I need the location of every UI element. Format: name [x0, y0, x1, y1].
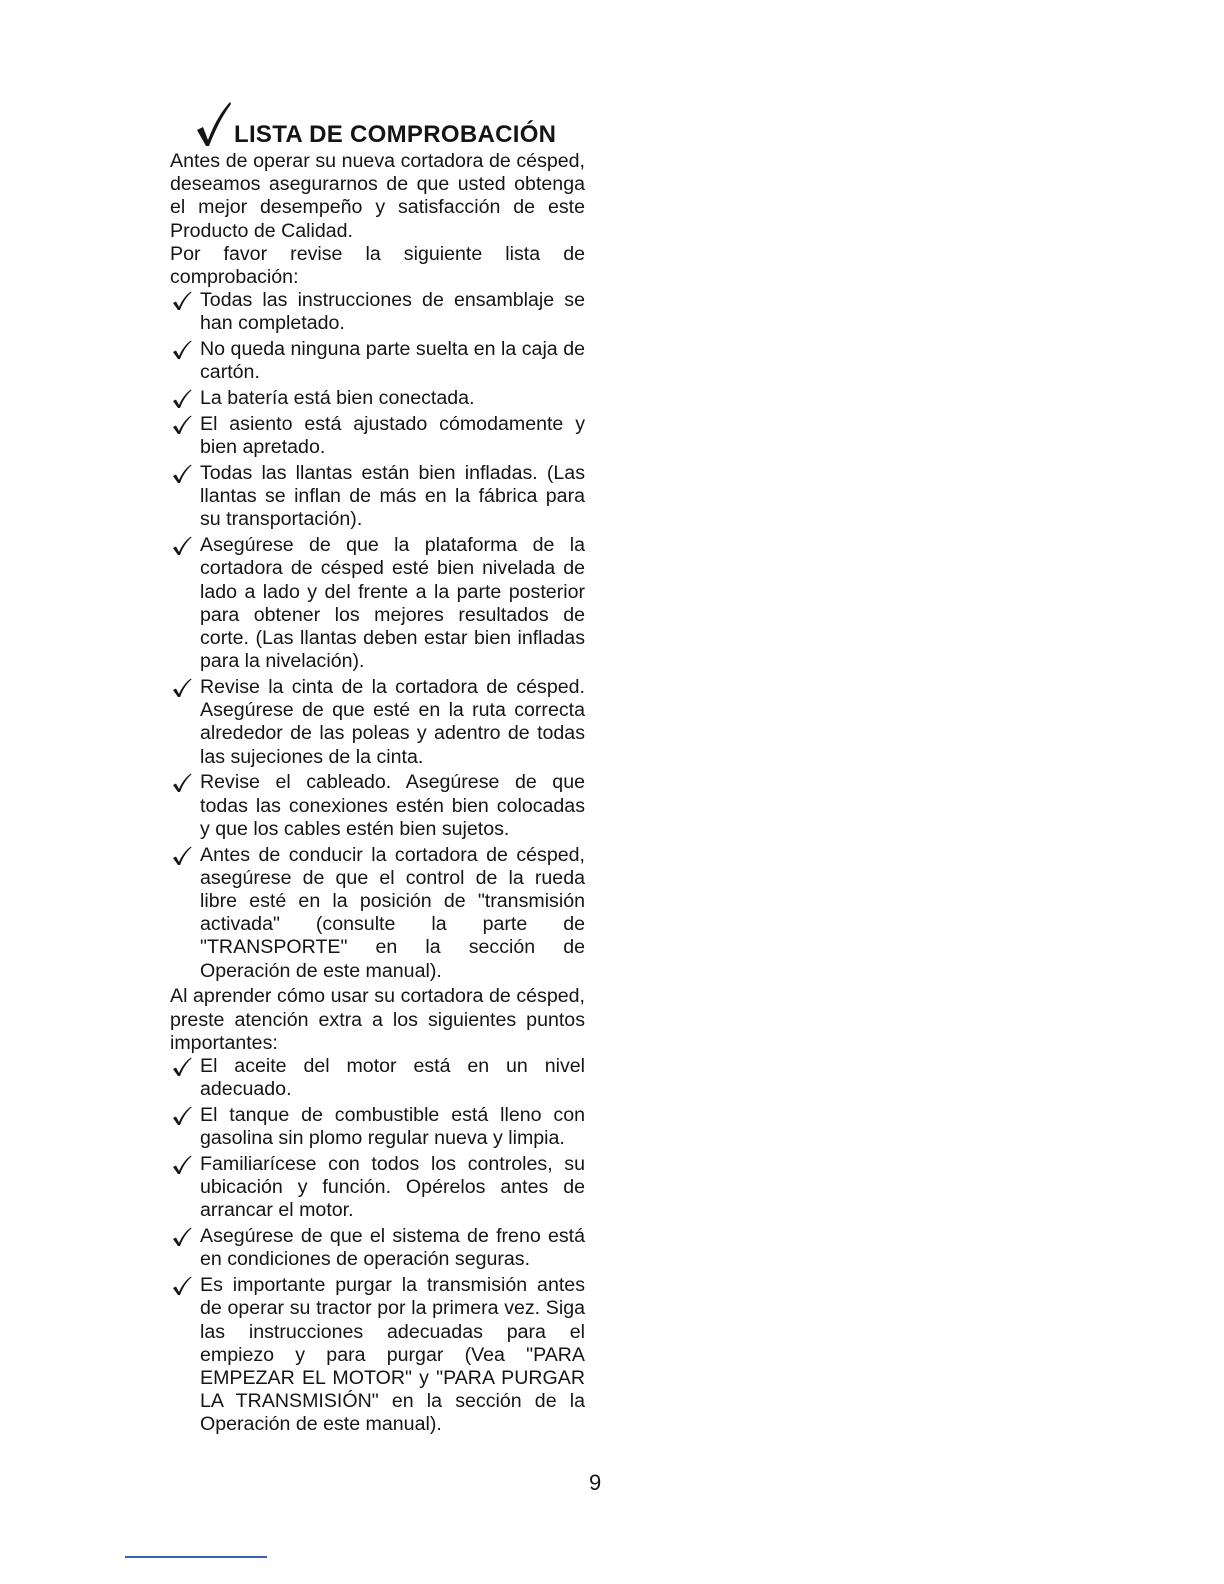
check-icon	[172, 846, 192, 866]
list-item: Revise la cinta de la cortadora de césped. Asegúrese de que esté en la ruta correcta alrededor de las poleas y adentro de todas las sujeciones de la cinta.	[170, 676, 585, 769]
intro-paragraph: Antes de operar su nueva cortadora de césped, deseamos asegurarnos de que usted obtenga el mejor desempeño y satisfacción de este Producto de Calidad.	[170, 150, 585, 242]
list-item: No queda ninguna parte suelta en la caja de cartón.	[170, 338, 585, 384]
list-item: Asegúrese de que el sistema de freno está en condiciones de operación seguras.	[170, 1225, 585, 1271]
check-icon	[172, 536, 192, 556]
list-item: El aceite del motor está en un nivel adecuado.	[170, 1055, 585, 1101]
list-item: Antes de conducir la cortadora de césped, asegúrese de que el control de la rueda libre esté en la posición de "transmisión activada" (consulte la parte de "TRANSPORTE" en la sección de Operación de este manual).	[170, 844, 585, 983]
check-icon	[172, 678, 192, 698]
check-icon	[172, 773, 192, 793]
section-title: LISTA DE COMPROBACIÓN	[234, 121, 557, 148]
check-icon	[172, 1155, 192, 1175]
list-item: Todas las instrucciones de ensamblaje se han completado.	[170, 289, 585, 335]
section-heading	[194, 96, 585, 148]
checklist-before-operation	[170, 289, 585, 983]
learning-paragraph: Al aprender cómo usar su cortadora de césped, preste atención extra a los siguientes puntos importantes:	[170, 985, 585, 1054]
check-icon	[172, 464, 192, 484]
list-item: Familiarícese con todos los controles, su ubicación y función. Opérelos antes de arrancar el motor.	[170, 1153, 585, 1223]
list-item: Todas las llantas están bien infladas. (Las llantas se inflan de más en la fábrica para su transportación).	[170, 462, 585, 532]
check-icon	[172, 1106, 192, 1126]
intro-instruction: Por favor revise la siguiente lista de comprobación:	[170, 242, 585, 289]
page-number: 9	[589, 1470, 602, 1495]
check-icon	[172, 291, 192, 311]
checklist-column	[170, 96, 585, 1439]
check-icon	[172, 1276, 192, 1296]
list-item: El asiento está ajustado cómodamente y bien apretado.	[170, 413, 585, 459]
check-icon	[172, 1057, 192, 1077]
list-item: Es importante purgar la transmisión antes de operar su tractor por la primera vez. Siga las instrucciones adecuadas para el empiezo y para purgar (Vea "PARA EMPEZAR EL MOTOR" y "PARA PURGAR LA TRANSMISIÓN" en la sección de la Operación de este manual).	[170, 1274, 585, 1436]
checklist-important-points	[170, 1055, 585, 1437]
list-item: La batería está bien conectada.	[170, 387, 585, 410]
check-icon	[194, 100, 232, 148]
footer-divider	[125, 1556, 267, 1558]
list-item: El tanque de combustible está lleno con gasolina sin plomo regular nueva y limpia.	[170, 1104, 585, 1150]
check-icon	[172, 415, 192, 435]
check-icon	[172, 340, 192, 360]
check-icon	[172, 389, 192, 409]
list-item: Asegúrese de que la plataforma de la cortadora de césped esté bien nivelada de lado a lado y del frente a la parte posterior para obtener los mejores resultados de corte. (Las llantas deben estar bien infladas para la nivelación).	[170, 534, 585, 673]
check-icon	[172, 1227, 192, 1247]
list-item: Revise el cableado. Asegúrese de que todas las conexiones estén bien colocadas y que los cables estén bien sujetos.	[170, 771, 585, 841]
